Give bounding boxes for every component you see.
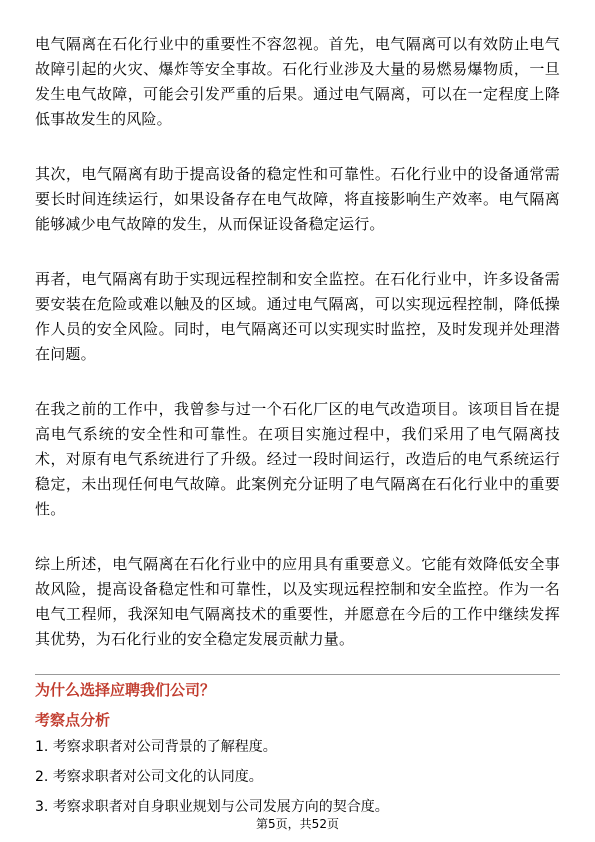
- section-divider: [35, 674, 560, 675]
- analysis-heading: 考察点分析: [35, 711, 111, 729]
- paragraph: 在我之前的工作中，我曾参与过一个石化厂区的电气改造项目。该项目旨在提高电气系统的安全性和可靠性。在项目实施过程中，我们采用了电气隔离技术，对原有电气系统进行了升级。经过一段时间运行，改造后的电气系统运行稳定，未出现任何电气故障。此案例充分证明了电气隔离在石化行业中的重要性。: [35, 400, 560, 518]
- answer-body: [35, 32, 560, 652]
- interview-question: 为什么选择应聘我们公司？: [35, 681, 216, 699]
- list-item: 1. 考察求职者对公司背景的了解程度。: [35, 739, 277, 755]
- paragraph: 电气隔离在石化行业中的重要性不容忽视。首先，电气隔离可以有效防止电气故障引起的火灾、爆炸等安全事故。石化行业涉及大量的易燃易爆物质，一旦发生电气故障，可能会引发严重的后果。通过电气隔离，可以在一定程度上降低事故发生的风险。: [35, 35, 560, 128]
- paragraph: 其次，电气隔离有助于提高设备的稳定性和可靠性。石化行业中的设备通常需要长时间连续运行，如果设备存在电气故障，将直接影响生产效率。电气隔离能够减少电气故障的发生，从而保证设备稳定运行。: [35, 165, 560, 233]
- paragraph: 综上所述，电气隔离在石化行业中的应用具有重要意义。它能有效降低安全事故风险，提高设备稳定性和可靠性，以及实现远程控制和安全监控。作为一名电气工程师，我深知电气隔离技术的重要性，并愿意在今后的工作中继续发挥其优势，为石化行业的安全稳定发展贡献力量。: [35, 555, 560, 648]
- list-item: 3. 考察求职者对自身职业规划与公司发展方向的契合度。: [35, 799, 389, 815]
- page-number: 第5页，共52页: [256, 817, 339, 831]
- list-item: 2. 考察求职者对公司文化的认同度。: [35, 769, 263, 785]
- paragraph: 再者，电气隔离有助于实现远程控制和安全监控。在石化行业中，许多设备需要安装在危险或难以触及的区域。通过电气隔离，可以实现远程控制，降低操作人员的安全风险。同时，电气隔离还可以实现实时监控，及时发现并处理潜在问题。: [35, 270, 560, 363]
- analysis-list: [35, 737, 389, 827]
